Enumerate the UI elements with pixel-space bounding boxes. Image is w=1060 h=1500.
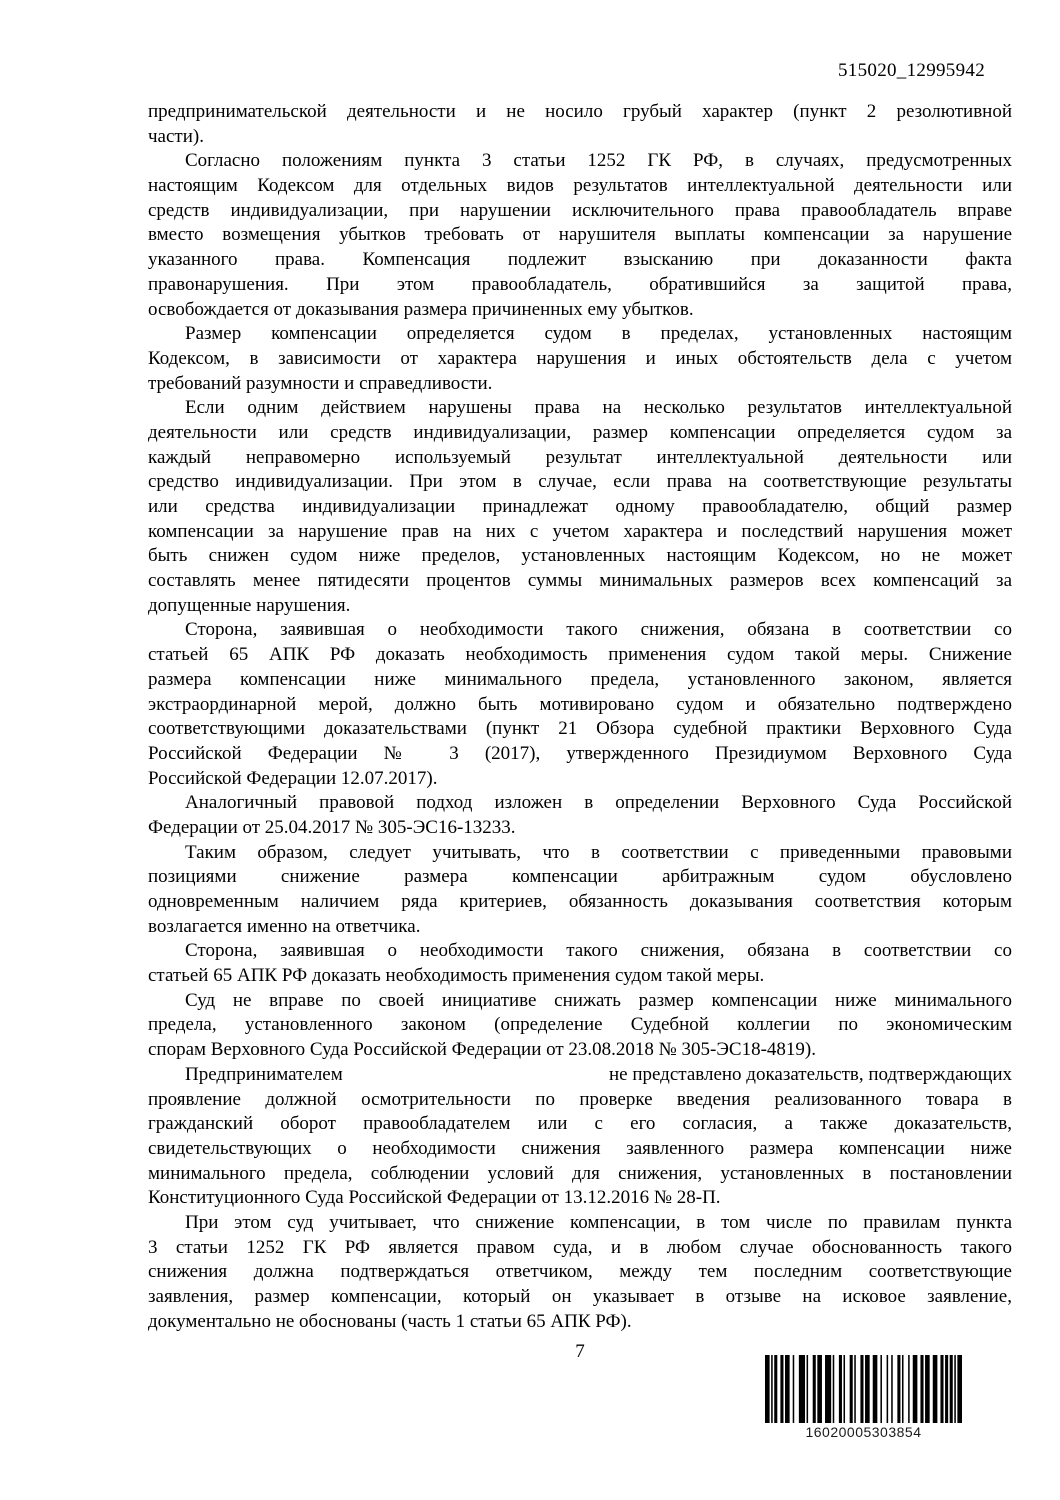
text-line: минимального предела, соблюдении условий для снижения, установленных в постановлении	[148, 1162, 1012, 1184]
text-line: компенсации за нарушение прав на них с учетом характера и последствий нарушения может	[148, 520, 1012, 542]
document-id: 515020_12995942	[838, 60, 985, 81]
barcode-block	[765, 1355, 962, 1440]
text-line: Суд не вправе по своей инициативе снижать размер компенсации ниже минимального	[185, 989, 1012, 1011]
text-line: быть снижен судом ниже пределов, установленных настоящим Кодексом, но не может	[148, 545, 1012, 567]
text-line: одновременным наличием ряда критериев, обязанность доказывания соответствия которым	[148, 891, 1012, 912]
document-body	[148, 100, 1012, 1334]
text-line: части).	[148, 125, 204, 147]
page-number: 7	[575, 1341, 585, 1362]
text-line: 3 статьи 1252 ГК РФ является правом суда, и в любом случае обоснованность такого	[148, 1236, 1012, 1258]
text-line: Сторона, заявившая о необходимости такого снижения, обязана в соответствии со	[185, 940, 1012, 962]
paragraph	[148, 939, 1012, 988]
text-line: При этом суд учитывает, что снижение компенсации, в том числе по правилам пункта	[185, 1211, 1012, 1233]
text-line	[148, 1063, 1012, 1088]
text-line: освобождается от доказывания размера причиненных ему убытков.	[148, 298, 694, 320]
text-line: гражданский оборот правообладателем или с его согласия, а также доказательств,	[148, 1113, 1012, 1135]
gap-line-left-text: Предпринимателем	[185, 1063, 343, 1085]
text-line: правонарушения. При этом правообладатель, обратившийся за защитой права,	[148, 273, 1012, 295]
text-line: Российской Федерации 12.07.2017).	[148, 767, 438, 789]
text-line: Российской Федерации № 3 (2017), утвержденного Президиумом Верховного Суда	[148, 742, 1012, 764]
paragraph	[148, 322, 1012, 396]
text-line: спорам Верховного Суда Российской Федерации от 23.08.2018 № 305-ЭС18-4819).	[148, 1039, 816, 1061]
text-line: заявления, размер компенсации, который он указывает в отзыве на исковое заявление,	[148, 1286, 1012, 1307]
text-line: Кодексом, в зависимости от характера нарушения и иных обстоятельств дела с учетом	[148, 347, 1012, 369]
paragraph	[148, 989, 1012, 1063]
text-line: настоящим Кодексом для отдельных видов результатов интеллектуальной деятельности или	[148, 175, 1012, 197]
text-line: вместо возмещения убытков требовать от нарушителя выплаты компенсации за нарушение	[148, 224, 1012, 246]
text-line: Аналогичный правовой подход изложен в определении Верховного Суда Российской	[185, 792, 1012, 814]
text-line: средств индивидуализации, при нарушении исключительного права правообладатель вправе	[148, 199, 1012, 221]
text-line: Согласно положениям пункта 3 статьи 1252 ГК РФ, в случаях, предусмотренных	[185, 150, 1012, 172]
text-line: статьей 65 АПК РФ доказать необходимость применения судом такой меры.	[148, 965, 765, 987]
text-line: Конституционного Суда Российской Федерации от 13.12.2016 № 28-П.	[148, 1187, 721, 1209]
barcode-number: 16020005303854	[805, 1424, 922, 1440]
text-line: свидетельствующих о необходимости снижения заявленного размера компенсации ниже	[148, 1137, 1012, 1159]
text-line: снижения должна подтверждаться ответчиком, между тем последним соответствующие	[148, 1261, 1012, 1283]
paragraph	[148, 396, 1012, 618]
text-line: средство индивидуализации. При этом в случае, если права на соответствующие результаты	[148, 471, 1012, 493]
text-line: размера компенсации ниже минимального предела, установленного законом, является	[148, 668, 1012, 690]
text-line: Если одним действием нарушены права на несколько результатов интеллектуальной	[185, 397, 1012, 419]
text-line: соответствующими доказательствами (пункт 21 Обзора судебной практики Верховного Суда	[148, 718, 1012, 740]
text-line: Сторона, заявившая о необходимости такого снижения, обязана в соответствии со	[185, 619, 1012, 641]
text-line: проявление должной осмотрительности по проверке введения реализованного товара в	[148, 1088, 1012, 1110]
text-line: экстраординарной мерой, должно быть мотивировано судом и обязательно подтверждено	[148, 693, 1012, 715]
text-line: предела, установленного законом (определение Судебной коллегии по экономическим	[148, 1014, 1012, 1036]
text-line: предпринимательской деятельности и не носило грубый характер (пункт 2 резолютивной	[148, 101, 1012, 122]
paragraph	[148, 100, 1012, 149]
text-line: позициями снижение размера компенсации арбитражным судом обусловлено	[148, 866, 1012, 888]
text-line: документально не обоснованы (часть 1 статьи 65 АПК РФ).	[148, 1310, 632, 1332]
text-line: деятельности или средств индивидуализации, размер компенсации определяется судом за	[148, 421, 1012, 443]
paragraph	[148, 1211, 1012, 1334]
barcode	[765, 1355, 962, 1423]
text-line: указанного права. Компенсация подлежит взысканию при доказанности факта	[148, 249, 1012, 271]
text-line: статьей 65 АПК РФ доказать необходимость применения судом такой меры. Снижение	[148, 644, 1012, 666]
paragraph	[148, 841, 1012, 940]
paragraph	[148, 618, 1012, 791]
text-line: каждый неправомерно используемый результат интеллектуальной деятельности или	[148, 446, 1012, 468]
gap-line-right-text: не представлено доказательств, подтверждающих	[608, 1063, 1012, 1085]
paragraph	[148, 1063, 1012, 1211]
text-line: Размер компенсации определяется судом в пределах, установленных настоящим	[185, 323, 1012, 345]
text-line: возлагается именно на ответчика.	[148, 915, 421, 937]
text-line: допущенные нарушения.	[148, 594, 351, 616]
paragraph	[148, 791, 1012, 840]
text-line: Таким образом, следует учитывать, что в соответствии с приведенными правовыми	[185, 841, 1012, 863]
text-line: требований разумности и справедливости.	[148, 372, 493, 394]
text-line: составлять менее пятидесяти процентов суммы минимальных размеров всех компенсаций за	[148, 570, 1012, 592]
text-line: Федерации от 25.04.2017 № 305-ЭС16-13233.	[148, 816, 516, 838]
paragraph	[148, 149, 1012, 322]
text-line: или средства индивидуализации принадлежат одному правообладателю, общий размер	[148, 496, 1012, 517]
